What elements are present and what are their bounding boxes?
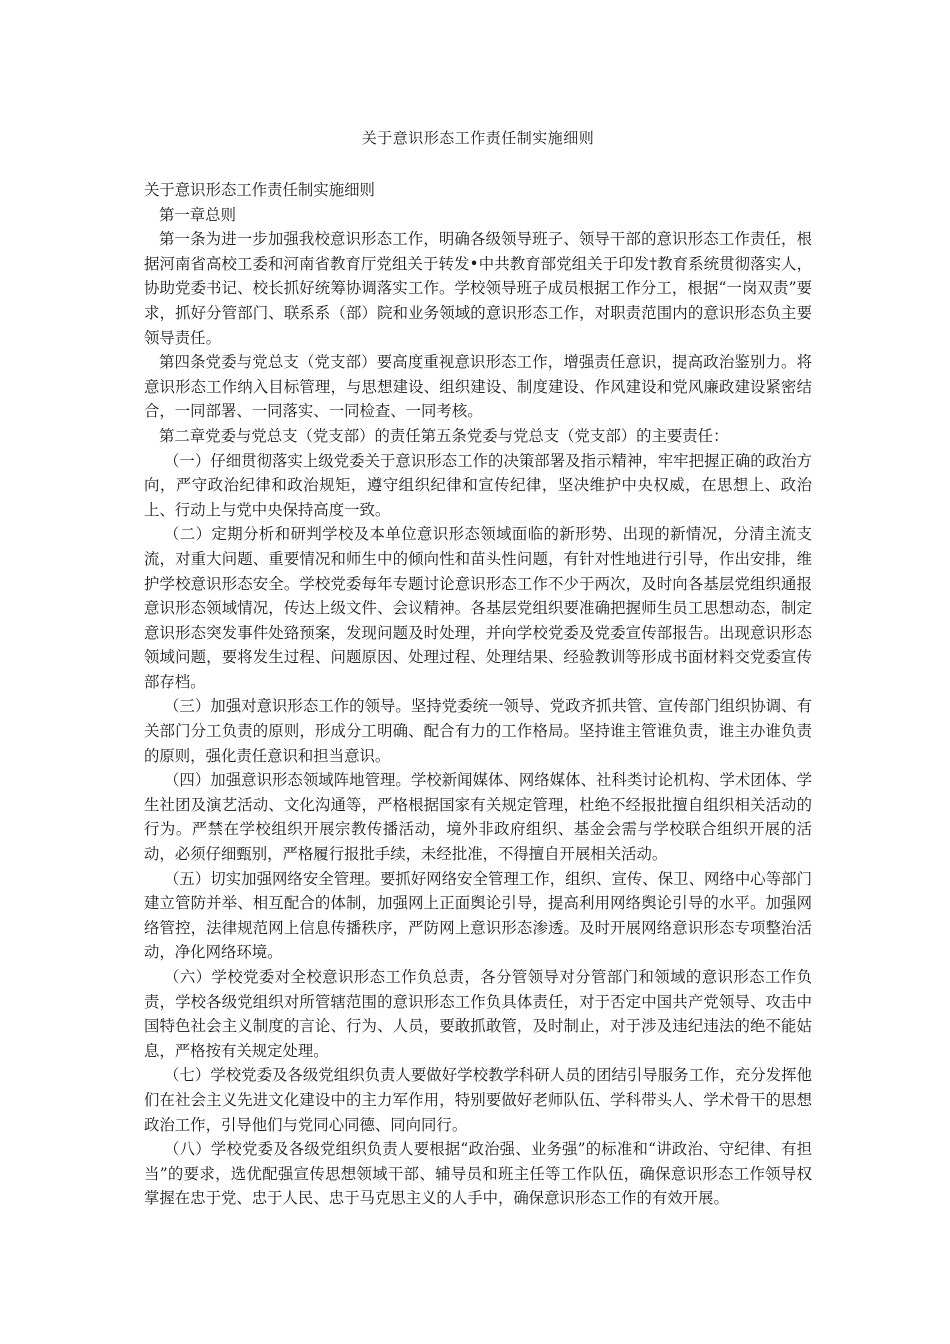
paragraph: 第二章党委与党总支（党支部）的责任第五条党委与党总支（党支部）的主要责任： xyxy=(159,426,729,445)
paragraph: （二）定期分析和研判学校及本单位意识形态领域面临的新形势、出现的新情况，分清主流支流，对重大问题、重要情况和师生中的倾向性和苗头性问题，有针对性地进行引导，作出安排，维护学校意识形态安全。学校党委每年专题讨论意识形态工作不少于两次，及时向各基层党组织通报意识形态领域情况，传达上级文件、会议精神。各基层党组织要准确把握师生员工思想动态，制定意识形态突发事件处臵预案，发现问题及时处理，并向学校党委及党委宣传部报告。出现意识形态领域问题，要将发生过程、问题原因、处理过程、处理结果、经验教训等形成书面材料交党委宣传部存档。 xyxy=(144,525,812,691)
paragraph: （八）学校党委及各级党组织负责人要根据“政治强、业务强”的标准和“讲政治、守纪律、有担当”的要求，选优配强宣传思想领域干部、辅导员和班主任等工作队伍，确保意识形态工作领导权掌握在忠于党、忠于人民、忠于马克思主义的人手中，确保意识形态工作的有效开展。 xyxy=(144,1140,812,1208)
document-title: 关于意识形态工作责任制实施细则 xyxy=(361,129,595,147)
paragraph: （四）加强意识形态领域阵地管理。学校新闻媒体、网络媒体、社科类讨论机构、学术团体、学生社团及演艺活动、文化沟通等，严格根据国家有关规定管理，杜绝不经报批擅自组织相关活动的行为。严禁在学校组织开展宗教传播活动，境外非政府组织、基金会需与学校联合组织开展的活动，必须仔细甄别，严格履行报批手续，未经批准，不得擅自开展相关活动。 xyxy=(144,771,812,864)
paragraph: （五）切实加强网络安全管理。要抓好网络安全管理工作，组织、宣传、保卫、网络中心等部门建立管防并举、相互配合的体制，加强网上正面舆论引导，提高利用网络舆论引导的水平。加强网络管控，法律规范网上信息传播秩序，严防网上意识形态渗透。及时开展网络意识形态专项整治活动，净化网络环境。 xyxy=(144,869,812,962)
paragraph: 第四条党委与党总支（党支部）要高度重视意识形态工作，增强责任意识，提高政治鉴别力。将意识形态工作纳入目标管理，与思想建设、组织建设、制度建设、作风建设和党风廉政建设紧密结合，一同部署、一同落实、一同检查、一同考核。 xyxy=(144,353,812,421)
document-body xyxy=(144,178,812,1211)
paragraph: 第一条为进一步加强我校意识形态工作，明确各级领导班子、领导干部的意识形态工作责任，根据河南省高校工委和河南省教育厅党组关于转发•中共教育部党组关于印发†教育系统贯彻落实人，协助党委书记、校长抓好统筹协调落实工作。学校领导班子成员根据工作分工，根据“一岗双责”要求，抓好分管部门、联系系（部）院和业务领域的意识形态工作，对职责范围内的意识形态负主要领导责任。 xyxy=(144,230,812,347)
chapter-heading: 第一章总则 xyxy=(159,205,236,224)
body-heading: 关于意识形态工作责任制实施细则 xyxy=(144,181,375,199)
paragraph: （六）学校党委对全校意识形态工作负总责，各分管领导对分管部门和领域的意识形态工作负责，学校各级党组织对所管辖范围的意识形态工作负具体责任，对于否定中国共产党领导、攻击中国特色社会主义制度的言论、行为、人员，要敢抓敢管，及时制止，对于涉及违纪违法的绝不能姑息，严格按有关规定处理。 xyxy=(144,968,812,1060)
paragraph: （七）学校党委及各级党组织负责人要做好学校教学科研人员的团结引导服务工作，充分发挥他们在社会主义先进文化建设中的主力军作用，特别要做好老师队伍、学科带头人、学术骨干的思想政治工作，引导他们与党同心同德、同向同行。 xyxy=(144,1066,812,1134)
paragraph: （一）仔细贯彻落实上级党委关于意识形态工作的决策部署及指示精神，牢牢把握正确的政治方向，严守政治纪律和政治规矩，遵守组织纪律和宣传纪律，坚决维护中央权威，在思想上、政治上、行动上与党中央保持高度一致。 xyxy=(144,451,812,519)
paragraph: （三）加强对意识形态工作的领导。坚持党委统一领导、党政齐抓共管、宣传部门组织协调、有关部门分工负责的原则，形成分工明确、配合有力的工作格局。坚持谁主管谁负责，谁主办谁负责的原则，强化责任意识和担当意识。 xyxy=(144,697,812,765)
